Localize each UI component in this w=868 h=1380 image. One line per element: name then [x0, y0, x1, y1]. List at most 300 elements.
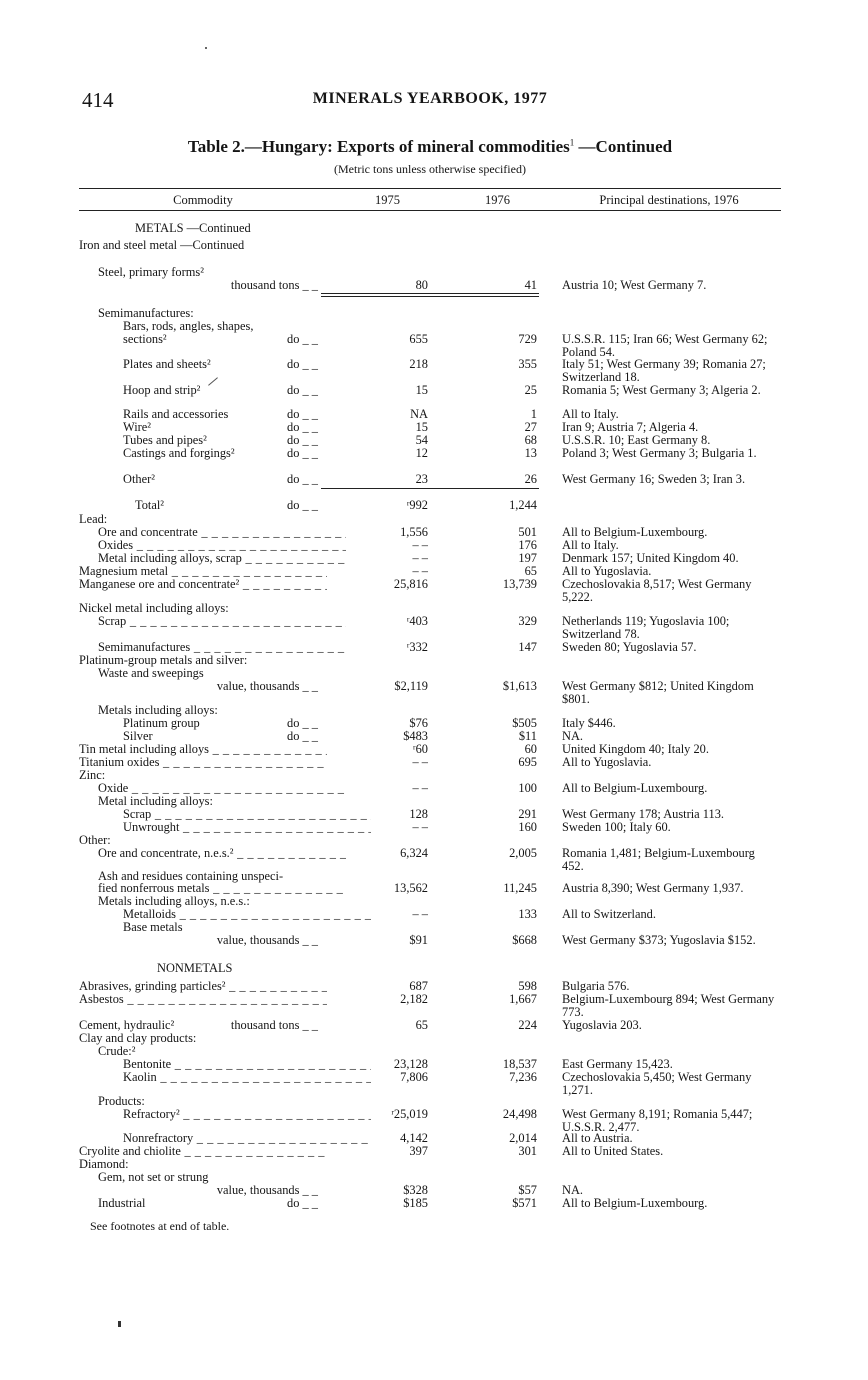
- value-1975-cell-text: 687: [409, 979, 428, 993]
- commodity-cell: [79, 870, 346, 883]
- unit-cell: [0, 473, 318, 486]
- destination-cell-text: Austria 8,390; West Germany 1,937.: [562, 881, 744, 895]
- commodity-cell: [79, 641, 346, 654]
- value-1975-cell: [360, 358, 428, 371]
- commodity-cell: [79, 578, 327, 591]
- unit-text: do: [287, 716, 300, 730]
- value-1975-cell-text: 15: [415, 383, 428, 397]
- value-1976-cell: [470, 782, 537, 795]
- value-1975-cell: [360, 882, 428, 895]
- destination-cell-text: Sweden 100; Italy 60.: [562, 820, 671, 834]
- value-1975-cell: [360, 421, 428, 434]
- unit-text: do: [287, 498, 300, 512]
- commodity-cell: [79, 908, 371, 921]
- commodity-cell-text: Ash and residues containing unspeci-: [98, 870, 284, 883]
- commodity-cell: [79, 847, 346, 860]
- commodity-cell: [79, 704, 346, 717]
- value-1975-cell: [360, 565, 428, 578]
- value-1975-cell-text: ʳ403: [406, 614, 428, 628]
- commodity-cell-text: Other:: [79, 834, 111, 847]
- value-1975-cell-text: – –: [412, 755, 428, 769]
- destination-cell-text: Italy 51; West Germany 39; Romania 27; Switzerland 18.: [562, 357, 766, 384]
- unit-text: value, thousands: [216, 1183, 300, 1197]
- commodity-cell-text: Tin metal including alloys _ _ _: [79, 743, 327, 756]
- commodity-cell-text: Steel, primary forms²: [98, 266, 204, 279]
- commodity-cell-text: Manganese ore and concentrate² _ _ _: [79, 578, 327, 591]
- destination-cell: [562, 717, 776, 730]
- value-1975-cell: [360, 434, 428, 447]
- value-1976-cell: [470, 1019, 537, 1032]
- value-1976-cell: [470, 1197, 537, 1210]
- destination-cell: [562, 384, 776, 397]
- unit-cell: [0, 358, 318, 371]
- commodity-cell-text: Semimanufactures:: [98, 307, 194, 320]
- unit-cell: [0, 434, 318, 447]
- destination-cell: [562, 730, 776, 743]
- value-1976-cell-text: 329: [518, 614, 537, 628]
- destination-cell: [562, 1071, 776, 1096]
- commodity-cell-text: Industrial: [98, 1197, 146, 1210]
- commodity-cell-text: Gem, not set or strung: [98, 1171, 209, 1184]
- commodity-cell-text: Oxides _ _ _: [98, 539, 346, 552]
- unit-text: do: [287, 357, 300, 371]
- destination-cell-text: Romania 1,481; Belgium-Luxembourg 452.: [562, 846, 755, 873]
- destination-cell: [562, 526, 776, 539]
- value-1976-cell-text: 133: [518, 907, 537, 921]
- value-1975-cell-text: 1,556: [400, 525, 428, 539]
- value-1975-cell: [360, 615, 428, 628]
- destination-cell: [562, 1184, 776, 1197]
- footnote: See footnotes at end of table.: [90, 1219, 230, 1233]
- unit-text: do: [287, 420, 300, 434]
- destination-cell-text: All to Austria.: [562, 1131, 633, 1145]
- value-1976-cell: [470, 756, 537, 769]
- commodity-cell: [79, 1171, 346, 1184]
- unit-leader: _ _: [299, 332, 318, 346]
- commodity-cell-text: Unwrought _ _ _: [123, 821, 371, 834]
- commodity-cell-text: Scrap _ _ _: [98, 615, 346, 628]
- column-header-1976: 1976: [485, 193, 510, 207]
- commodity-cell: [79, 654, 327, 667]
- unit-leader: _ _: [299, 716, 318, 730]
- commodity-cell: [79, 602, 327, 615]
- destination-cell: [562, 565, 776, 578]
- commodity-cell-text: Asbestos _ _ _: [79, 993, 327, 1006]
- unit-leader: _ _: [299, 420, 318, 434]
- table-subtitle: (Metric tons unless otherwise specified): [334, 162, 526, 176]
- commodity-cell: [79, 1058, 371, 1071]
- commodity-cell-text: Crude:²: [98, 1045, 136, 1058]
- value-1976-cell: [470, 434, 537, 447]
- unit-leader: _ _: [299, 679, 318, 693]
- commodity-cell-text: METALS —Continued: [135, 222, 251, 235]
- commodity-cell: [79, 769, 327, 782]
- commodity-cell-text: Nickel metal including alloys:: [79, 602, 229, 615]
- commodity-cell-text: Platinum-group metals and silver:: [79, 654, 248, 667]
- value-1975-cell: [360, 934, 428, 947]
- commodity-cell: [79, 1045, 346, 1058]
- value-1975-cell: [360, 847, 428, 860]
- unit-leader: _ _: [299, 498, 318, 512]
- value-1975-cell: [360, 782, 428, 795]
- destination-cell: [562, 473, 776, 486]
- destination-cell: [562, 908, 776, 921]
- commodity-cell-text: Ore and concentrate, n.e.s.² _ _ _: [98, 847, 346, 860]
- page-header: [78, 88, 782, 114]
- commodity-cell-text: Cement, hydraulic²: [79, 1019, 175, 1032]
- destination-cell: [562, 993, 776, 1018]
- destination-cell: [562, 782, 776, 795]
- destination-cell-text: West Germany 178; Austria 113.: [562, 807, 725, 821]
- destination-cell: [562, 333, 776, 358]
- commodity-cell: [79, 1071, 371, 1084]
- value-1976-cell-text: 355: [518, 357, 537, 371]
- commodity-cell: [79, 513, 327, 526]
- value-1976-cell: [470, 808, 537, 821]
- value-1976-cell: [470, 1184, 537, 1197]
- unit-cell: [0, 1019, 318, 1032]
- value-1976-cell: [470, 730, 537, 743]
- value-1975-cell-text: ʳ992: [406, 498, 428, 512]
- value-1975-cell-text: $76: [409, 716, 428, 730]
- commodity-cell: [79, 565, 327, 578]
- unit-cell: [0, 421, 318, 434]
- destination-cell-text: Bulgaria 576.: [562, 979, 630, 993]
- commodity-cell-text: Wire²: [123, 421, 151, 434]
- value-1975-cell-text: 7,806: [400, 1070, 428, 1084]
- destination-cell-text: Iran 9; Austria 7; Algeria 4.: [562, 420, 699, 434]
- value-1975-cell-text: – –: [412, 907, 428, 921]
- value-1975-cell: [360, 821, 428, 834]
- value-1975-cell-text: 4,142: [400, 1131, 428, 1145]
- value-1975-cell-text: – –: [412, 538, 428, 552]
- commodity-cell-text: Products:: [98, 1095, 145, 1108]
- value-1976-cell: [470, 578, 537, 591]
- value-1975-cell: [360, 908, 428, 921]
- value-1975-cell-text: 6,324: [400, 846, 428, 860]
- unit-cell: [0, 934, 318, 947]
- unit-cell: [0, 384, 318, 397]
- commodity-cell-text: Kaolin _ _ _: [123, 1071, 371, 1084]
- value-1976-cell-text: 301: [518, 1144, 537, 1158]
- destination-cell: [562, 615, 776, 640]
- unit-text: value, thousands: [216, 933, 300, 947]
- value-1976-cell-text: $1,613: [502, 679, 537, 693]
- value-1976-cell: [470, 847, 537, 860]
- value-1976-cell-text: 13: [524, 446, 537, 460]
- commodity-cell: [79, 539, 346, 552]
- value-1976-cell-text: 68: [524, 433, 537, 447]
- value-1975-cell: [360, 408, 428, 421]
- destination-cell: [562, 821, 776, 834]
- value-1975-cell: [360, 1071, 428, 1084]
- unit-text: value, thousands: [216, 679, 300, 693]
- destination-cell-text: All to Italy.: [562, 407, 619, 421]
- destination-cell-text: NA.: [562, 1183, 583, 1197]
- destination-cell: [562, 358, 776, 383]
- destination-cell: [562, 1019, 776, 1032]
- commodity-cell-text: Oxide _ _ _: [98, 782, 346, 795]
- destination-cell-text: All to Belgium-Luxembourg.: [562, 781, 708, 795]
- destination-cell-text: U.S.S.R. 10; East Germany 8.: [562, 433, 711, 447]
- value-1976-cell-text: 2,014: [509, 1131, 537, 1145]
- table-title-text: Table 2.—Hungary: Exports of mineral commodities: [187, 137, 570, 156]
- value-1975-cell-text: 2,182: [400, 992, 428, 1006]
- unit-text: do: [287, 1196, 300, 1210]
- commodity-cell-text: Castings and forgings²: [123, 447, 235, 460]
- value-1976-cell-text: 26: [524, 472, 537, 486]
- unit-text: do: [287, 729, 300, 743]
- value-1976-cell: [470, 499, 537, 512]
- value-1976-cell-text: 224: [518, 1018, 537, 1032]
- unit-cell: [0, 680, 318, 693]
- value-1975-cell: [360, 333, 428, 346]
- value-1976-cell: [470, 473, 537, 486]
- unit-leader: _ _: [299, 278, 318, 292]
- commodity-cell: [79, 1132, 371, 1145]
- destination-cell-text: Czechoslovakia 8,517; West Germany 5,222.: [562, 577, 752, 604]
- destination-cell-text: West Germany 8,191; Romania 5,447; U.S.S.R. 2,477.: [562, 1107, 753, 1134]
- value-1976-cell: [470, 552, 537, 565]
- running-title: MINERALS YEARBOOK, 1977: [312, 90, 548, 107]
- value-1976-cell-text: 729: [518, 332, 537, 346]
- destination-cell: [562, 539, 776, 552]
- value-1975-cell: [360, 384, 428, 397]
- value-1975-cell: [360, 980, 428, 993]
- value-1976-cell-text: $57: [518, 1183, 537, 1197]
- unit-leader: _ _: [299, 433, 318, 447]
- value-1975-cell-text: 23: [415, 472, 428, 486]
- value-1975-cell-text: $91: [409, 933, 428, 947]
- column-header-1975: 1975: [375, 193, 400, 207]
- commodity-cell: [79, 1095, 346, 1108]
- value-1975-cell-text: $328: [403, 1183, 428, 1197]
- value-1976-cell: [470, 539, 537, 552]
- commodity-cell-text: Zinc:: [79, 769, 106, 782]
- commodity-cell-text: Other²: [123, 473, 155, 486]
- value-1975-cell: [360, 552, 428, 565]
- commodity-cell: [79, 239, 327, 252]
- value-1975-cell-text: $483: [403, 729, 428, 743]
- commodity-cell-text: fied nonferrous metals _ _ _: [98, 882, 346, 895]
- value-1975-cell: [360, 499, 428, 512]
- value-1976-cell: [470, 980, 537, 993]
- unit-text: do: [287, 472, 300, 486]
- value-1976-cell: [470, 384, 537, 397]
- value-1976-cell-text: $668: [512, 933, 537, 947]
- destination-cell-text: West Germany $373; Yugoslavia $152.: [562, 933, 756, 947]
- value-1976-cell-text: 11,245: [503, 881, 537, 895]
- commodity-cell: [79, 526, 346, 539]
- commodity-cell: [79, 667, 346, 680]
- commodity-cell-text: Waste and sweepings: [98, 667, 204, 680]
- destination-cell: [562, 1132, 776, 1145]
- value-1975-cell: [360, 993, 428, 1006]
- value-1976-cell: [470, 882, 537, 895]
- column-header-commodity: Commodity: [173, 193, 233, 207]
- value-1975-cell: [360, 539, 428, 552]
- commodity-cell-text: Refractory² _ _ _: [123, 1108, 371, 1121]
- unit-text: do: [287, 446, 300, 460]
- unit-cell: [0, 333, 318, 346]
- unit-text: do: [287, 383, 300, 397]
- commodity-cell-text: Metal including alloys, scrap _ _ _: [98, 552, 346, 565]
- unit-cell: [0, 1197, 318, 1210]
- commodity-cell-text: Metal including alloys:: [98, 795, 213, 808]
- value-1976-cell-text: 501: [518, 525, 537, 539]
- value-1975-cell: [360, 808, 428, 821]
- destination-cell: [562, 680, 776, 705]
- commodity-cell: [79, 782, 346, 795]
- value-1976-cell: [470, 565, 537, 578]
- table-header-rule: [79, 210, 781, 211]
- destination-cell-text: West Germany 16; Sweden 3; Iran 3.: [562, 472, 746, 486]
- unit-leader: _ _: [299, 383, 318, 397]
- unit-cell: [0, 447, 318, 460]
- value-1975-cell: [360, 578, 428, 591]
- value-1976-cell-text: 1: [530, 407, 537, 421]
- value-1976-cell-text: $11: [518, 729, 537, 743]
- value-1975-cell-text: – –: [412, 551, 428, 565]
- value-1975-cell: [360, 717, 428, 730]
- unit-leader: _ _: [299, 357, 318, 371]
- destination-cell: [562, 447, 776, 460]
- value-1976-cell-text: 147: [518, 640, 537, 654]
- value-1976-cell: [470, 1071, 537, 1084]
- value-1976-cell: [470, 615, 537, 628]
- unit-cell: [0, 408, 318, 421]
- value-1975-cell-text: ʳ60: [412, 742, 428, 756]
- value-1976-cell-text: 7,236: [509, 1070, 537, 1084]
- unit-leader: _ _: [299, 933, 318, 947]
- destination-cell: [562, 578, 776, 603]
- value-1976-cell: [470, 934, 537, 947]
- commodity-cell: [79, 980, 327, 993]
- destination-cell: [562, 434, 776, 447]
- commodity-cell-text: Lead:: [79, 513, 108, 526]
- commodity-cell-text: Diamond:: [79, 1158, 129, 1171]
- unit-text: do: [287, 433, 300, 447]
- unit-text: do: [287, 407, 300, 421]
- value-1975-cell: [360, 1108, 428, 1121]
- commodity-cell-text: Tubes and pipes²: [123, 434, 207, 447]
- value-1976-cell: [470, 680, 537, 693]
- commodity-cell-text: Platinum group: [123, 717, 200, 730]
- commodity-cell: [79, 821, 371, 834]
- commodity-cell-text: Semimanufactures _ _ _: [98, 641, 346, 654]
- column-header-destinations: Principal destinations, 1976: [599, 193, 739, 207]
- destination-cell-text: United Kingdom 40; Italy 20.: [562, 742, 709, 756]
- unit-cell: [0, 717, 318, 730]
- value-1975-cell: [360, 1019, 428, 1032]
- unit-cell: [0, 730, 318, 743]
- commodity-cell-text: Rails and accessories: [123, 408, 229, 421]
- value-1975-cell-text: 13,562: [393, 881, 428, 895]
- value-1975-cell-text: ʳ332: [406, 640, 428, 654]
- commodity-cell: [79, 307, 346, 320]
- destination-cell: [562, 882, 776, 895]
- stray-mark: [118, 1321, 121, 1327]
- value-1976-cell-text: 291: [518, 807, 537, 821]
- commodity-cell: [79, 266, 346, 279]
- value-1976-cell: [470, 743, 537, 756]
- commodity-cell: [79, 222, 383, 235]
- commodity-cell-text: Metals including alloys:: [98, 704, 218, 717]
- commodity-cell: [79, 993, 327, 1006]
- value-1975-cell-text: 65: [415, 1018, 428, 1032]
- destination-cell-text: Sweden 80; Yugoslavia 57.: [562, 640, 697, 654]
- value-1976-cell: [470, 526, 537, 539]
- value-1975-cell: [360, 1058, 428, 1071]
- commodity-cell-text: Iron and steel metal —Continued: [79, 239, 245, 252]
- value-1976-cell-text: 60: [524, 742, 537, 756]
- commodity-cell-text: Total²: [135, 499, 164, 512]
- value-1975-cell-text: $185: [403, 1196, 428, 1210]
- destination-cell: [562, 421, 776, 434]
- destination-cell-text: All to United States.: [562, 1144, 664, 1158]
- commodity-cell-text: Metalloids _ _ _: [123, 908, 371, 921]
- value-1975-cell: [360, 680, 428, 693]
- destination-cell-text: Netherlands 119; Yugoslavia 100; Switzerland 78.: [562, 614, 730, 641]
- value-1976-cell: [470, 1145, 537, 1158]
- value-1976-cell-text: 2,005: [509, 846, 537, 860]
- value-1976-cell-text: 100: [518, 781, 537, 795]
- destination-cell-text: U.S.S.R. 115; Iran 66; West Germany 62; Poland 54.: [562, 332, 768, 359]
- destination-cell: [562, 408, 776, 421]
- destination-cell-text: Yugoslavia 203.: [562, 1018, 642, 1032]
- value-1976-cell-text: $571: [512, 1196, 537, 1210]
- table-top-rule: [79, 188, 781, 189]
- commodity-cell: [79, 834, 327, 847]
- unit-leader: _ _: [299, 446, 318, 460]
- destination-cell-text: All to Yugoslavia.: [562, 755, 652, 769]
- destination-cell-text: Denmark 157; United Kingdom 40.: [562, 551, 739, 565]
- destination-cell-text: Italy $446.: [562, 716, 616, 730]
- value-1976-cell-text: 197: [518, 551, 537, 565]
- commodity-cell: [79, 962, 405, 975]
- commodity-cell: [79, 1032, 327, 1045]
- speck: [205, 47, 207, 49]
- subtotal-rule: [321, 488, 539, 489]
- destination-cell-text: All to Belgium-Luxembourg.: [562, 525, 708, 539]
- value-1976-cell-text: 598: [518, 979, 537, 993]
- commodity-cell: [79, 320, 371, 333]
- value-1975-cell-text: 128: [409, 807, 428, 821]
- value-1975-cell: [360, 743, 428, 756]
- commodity-cell-text: Titanium oxides _ _ _: [79, 756, 327, 769]
- destination-cell-text: NA.: [562, 729, 583, 743]
- commodity-cell-text: sections²: [123, 333, 167, 346]
- commodity-cell: [79, 1158, 327, 1171]
- value-1975-cell: [360, 279, 428, 292]
- destination-cell: [562, 743, 776, 756]
- unit-leader: _ _: [299, 472, 318, 486]
- table-title-note: 1: [569, 137, 575, 148]
- value-1976-cell: [470, 908, 537, 921]
- unit-text: thousand tons: [230, 1018, 300, 1032]
- unit-leader: _ _: [299, 1196, 318, 1210]
- value-1975-cell: [360, 1197, 428, 1210]
- value-1976-cell: [470, 821, 537, 834]
- destination-cell-text: All to Switzerland.: [562, 907, 656, 921]
- destination-cell-text: Austria 10; West Germany 7.: [562, 278, 707, 292]
- value-1976-cell: [470, 1132, 537, 1145]
- value-1975-cell-text: – –: [412, 564, 428, 578]
- unit-leader: _ _: [299, 407, 318, 421]
- destination-cell-text: Belgium-Luxembourg 894; West Germany 773.: [562, 992, 775, 1019]
- commodity-cell-text: NONMETALS: [157, 962, 233, 975]
- commodity-cell-text: Bars, rods, angles, shapes,: [123, 320, 254, 333]
